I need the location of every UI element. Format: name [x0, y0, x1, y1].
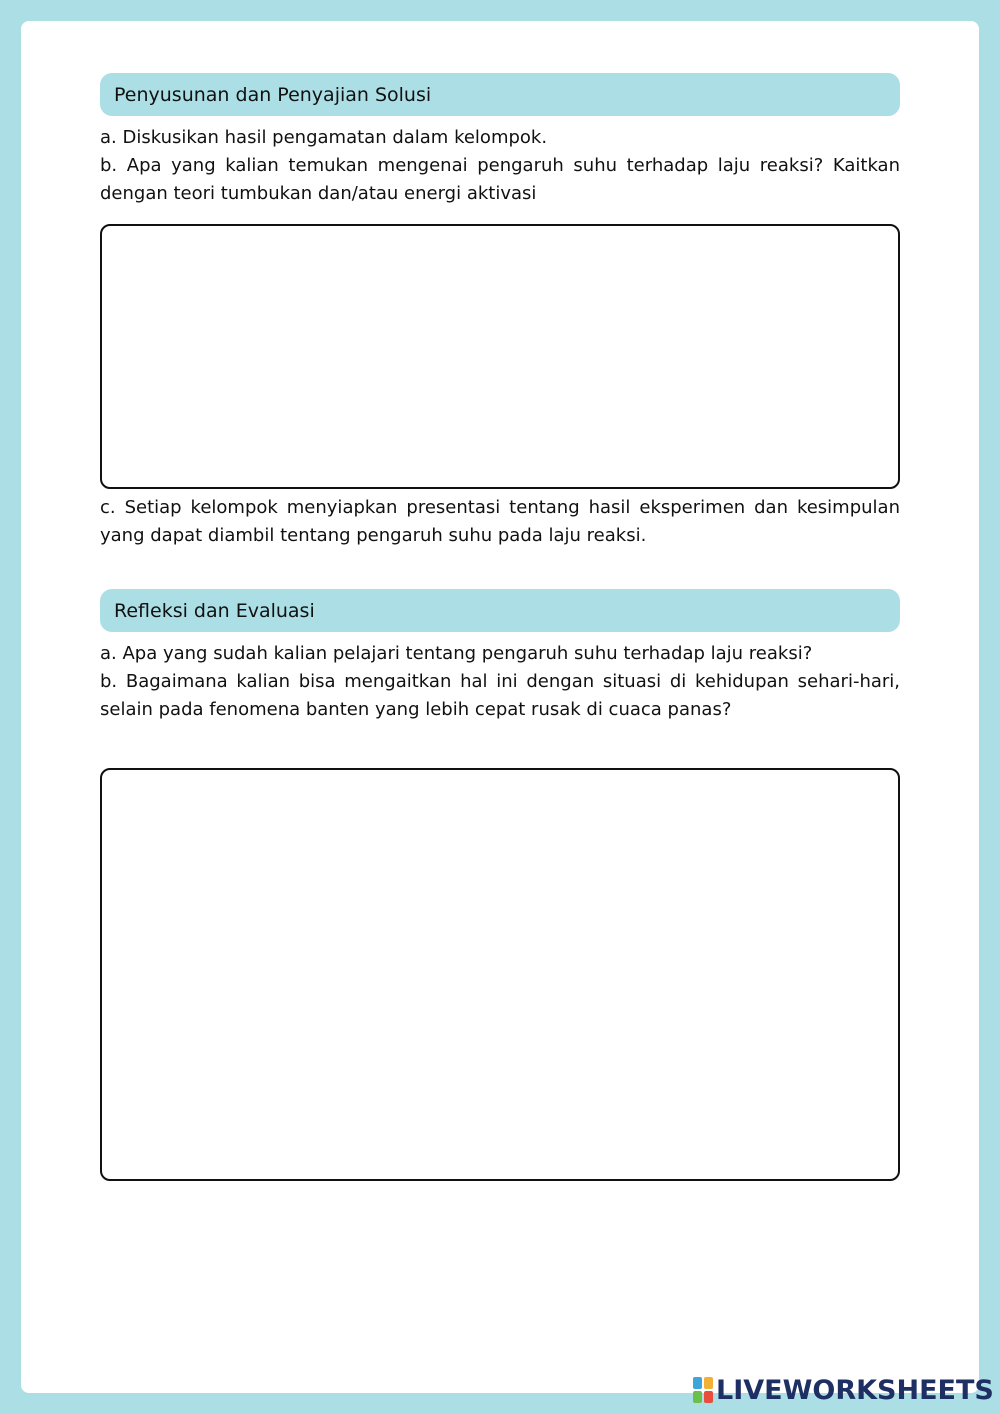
logo-square-e [704, 1391, 713, 1403]
reflection-question-a: a. Apa yang sudah kalian pelajari tentang pengaruh suhu terhadap laju reaksi? [100, 643, 813, 664]
question-block-3 [100, 640, 900, 724]
logo-text: LIVEWORKSHEETS [716, 1374, 994, 1406]
question-block-1 [100, 124, 900, 208]
answer-box-2[interactable] [100, 768, 900, 1181]
answer-box-1[interactable] [100, 224, 900, 489]
section-header-solusi [100, 73, 900, 116]
reflection-question-b: b. Bagaimana kalian bisa mengaitkan hal ini dengan situasi di kehidupan sehari-hari, selain pada fenomena banten yang lebih cepat rusak di cuaca panas? [100, 671, 900, 720]
question-b: b. Apa yang kalian temukan mengenai pengaruh suhu terhadap laju reaksi? Kaitkan dengan teori tumbukan dan/atau energi aktivasi [100, 155, 900, 204]
section-header-refleksi [100, 589, 900, 632]
logo-square-l [693, 1377, 702, 1389]
question-block-2 [100, 494, 900, 550]
logo-mark-icon [693, 1377, 713, 1403]
liveworksheets-logo [693, 1374, 994, 1406]
section-title: Penyusunan dan Penyajian Solusi [114, 83, 432, 106]
question-a: a. Diskusikan hasil pengamatan dalam kelompok. [100, 127, 548, 148]
logo-square-v [693, 1391, 702, 1403]
logo-square-i [704, 1377, 713, 1389]
question-c: c. Setiap kelompok menyiapkan presentasi tentang hasil eksperimen dan kesimpulan yang dapat diambil tentang pengaruh suhu pada laju reaksi. [100, 497, 900, 546]
section-title: Refleksi dan Evaluasi [114, 599, 315, 622]
